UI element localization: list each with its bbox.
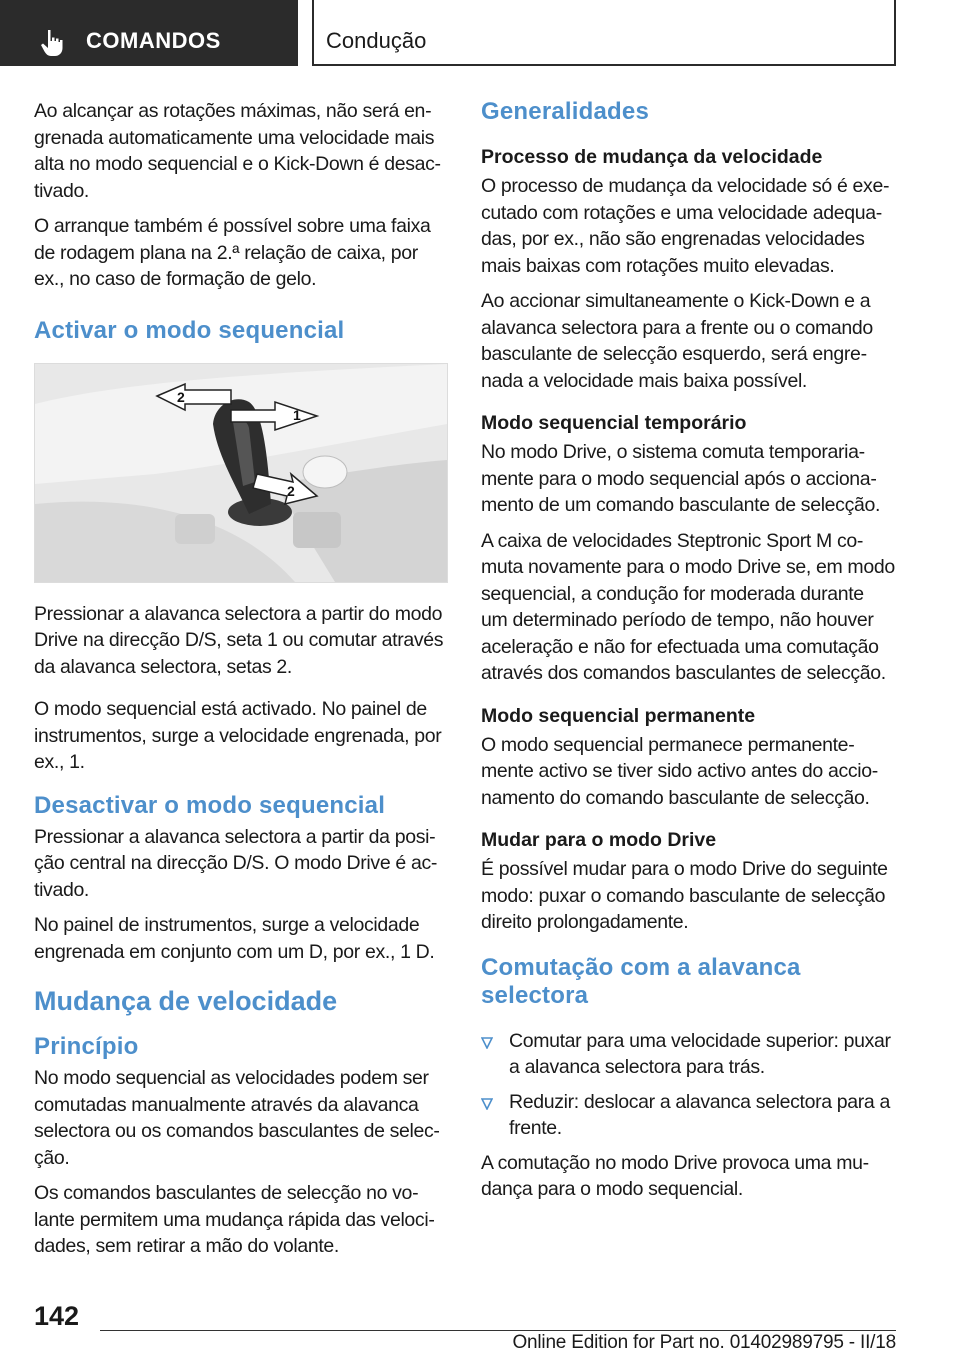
hand-touch-icon [36,26,68,58]
footer-divider [100,1330,896,1331]
gear-selector-illustration [34,363,448,583]
heading-activar: Activar o modo sequencial [34,316,345,344]
list-item-text: Reduzir: deslocar a alavanca selectora para a frente. [509,1090,890,1139]
bullet-list [481,1028,895,1142]
page-number: 142 [34,1301,80,1331]
paragraph: O modo sequencial permanece permanentemente activo se tiver sido activo antes do accionamento do comando basculante de selecção. [481,733,879,809]
heading-temporario: Modo sequencial temporário [481,412,747,434]
left-column [34,98,448,1269]
heading-comutacao: Comutação com a alavanca selectora [481,953,801,1009]
paragraph: É possível mudar para o modo Drive do seguinte modo: puxar o comando basculante de selecção direito prolongadamente. [481,858,888,933]
heading-permanente: Modo sequencial permanente [481,704,756,727]
heading-processo: Processo de mudança da velocidade [481,146,823,168]
list-item-text: Comutar para uma velocidade superior: puxar a alavanca selectora para trás. [509,1029,891,1078]
right-column [481,98,895,1212]
heading-principio: Princípio [34,1033,139,1060]
paragraph: No modo Drive, o sistema comuta temporariamente para o modo sequencial após o accionamento de um comando basculante de selecção. [481,441,881,516]
chapter-title: COMANDOS [86,28,221,53]
paragraph: A comutação no modo Drive provoca uma mudança para o modo sequencial. [481,1151,870,1200]
callout-1-label: 1 [293,406,301,423]
heading-desactivar: Desactivar o modo sequencial [34,791,386,819]
paragraph: O arranque também é possível sobre uma faixa de rodagem plana na 2.ª relação de caixa, por ex., no caso de formação de gelo. [34,215,431,290]
paragraph: Os comandos basculantes de selecção no volante permitem uma mudança rápida das velocidades, sem retirar a mão do volante. [34,1182,435,1257]
edition-note: Online Edition for Part no. 01402989795 - II/18 [512,1332,896,1353]
paragraph: No modo sequencial as velocidades podem ser comutadas manualmente através da alavanca selectora ou os comandos basculantes de selecção. [34,1067,440,1169]
paragraph: No painel de instrumentos, surge a velocidade engrenada em conjunto com um D, por ex., 1 D. [34,914,435,963]
paragraph: A caixa de velocidades Steptronic Sport M comuta novamente para o modo Drive se, em modo sequencial, a condução for moderada durante um determinado período de tempo, não houver aceleração e não for efectuada uma comutação através dos comandos basculantes de selecção. [481,529,895,684]
paragraph: Pressionar a alavanca selectora a partir da posição central na direcção D/S. O modo Drive é activado. [34,825,438,901]
chapter-tab [0,0,298,66]
list-item [481,1089,895,1142]
callout-2-label: 2 [177,388,185,405]
heading-generalidades: Generalidades [481,98,650,125]
paragraph: O processo de mudança da velocidade só é executado com rotações e uma velocidade adequadas, por ex., não são engrenadas velocidades mais baixas com rotações muito elevadas. [481,175,890,277]
heading-mudar: Mudar para o modo Drive [481,829,717,851]
gear-selector-drawing [35,364,447,582]
section-header [312,0,896,66]
triangle-bullet-icon [481,1098,493,1110]
triangle-bullet-icon [481,1037,493,1049]
callout-2b-label: 2 [287,482,295,499]
paragraph: Ao accionar simultaneamente o Kick-Down e a alavanca selectora para a frente ou o comando basculante de selecção esquerdo, será engrenada a velocidade mais baixa possível. [481,290,873,392]
paragraph: O modo sequencial está activado. No painel de instrumentos, surge a velocidade engrenada, por ex., 1. [34,698,442,773]
heading-mudanca: Mudança de velocidade [34,986,338,1016]
paragraph: Ao alcançar as rotações máximas, não será engrenada automaticamente uma velocidade mais alta no modo sequencial e o Kick-Down é desactivado. [34,100,441,202]
paragraph: Pressionar a alavanca selectora a partir do modo Drive na direcção D/S, seta 1 ou comutar através da alavanca selectora, setas 2. [34,602,444,678]
section-title: Condução [326,28,427,53]
list-item [481,1028,895,1081]
